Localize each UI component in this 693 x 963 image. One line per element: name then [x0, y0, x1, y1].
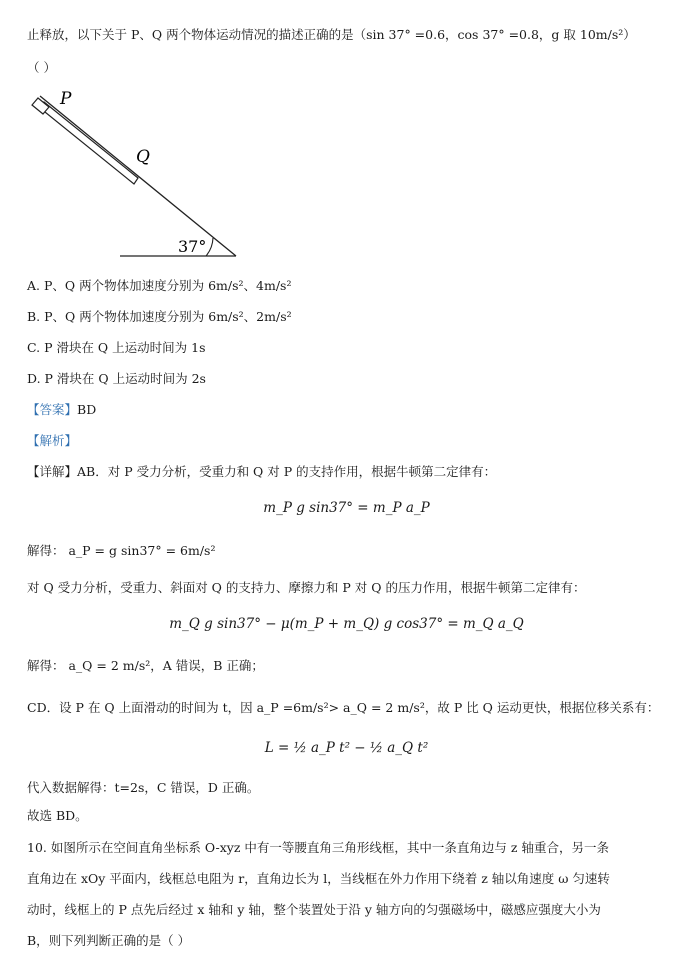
answer-value: BD: [77, 402, 97, 417]
option-c: C. P 滑块在 Q 上运动时间为 1s: [27, 340, 206, 355]
answer-tag: 【答案】: [27, 402, 78, 417]
analysis-line: [27, 433, 77, 449]
label-p: P: [60, 89, 72, 109]
conclusion-line: 故选 BD。: [27, 808, 88, 823]
answer-line: [27, 402, 96, 418]
incline-line: [40, 96, 236, 256]
q-analysis: 对 Q 受力分析，受重力、斜面对 Q 的支持力、摩擦力和 P 对 Q 的压力作用，根据牛顿第二定律有：: [27, 580, 586, 595]
equation-3: L = ½ a_P t² − ½ a_Q t²: [264, 740, 429, 756]
detail-text: AB．对 P 受力分析，受重力和 Q 对 P 的支持作用，根据牛顿第二定律有：: [77, 464, 497, 479]
option-d: D. P 滑块在 Q 上运动时间为 2s: [27, 371, 206, 386]
incline-figure: [28, 88, 258, 263]
q10-line-3: 动时，线框上的 P 点先后经过 x 轴和 y 轴，整个装置处于沿 y 轴方向的匀强磁场中，磁感应强度大小为: [27, 902, 601, 917]
q10-line-1: 10. 如图所示在空间直角坐标系 O-xyz 中有一等腰直角三角形线框，其中一条直角边与 z 轴重合，另一条: [27, 840, 609, 855]
option-a: A. P、Q 两个物体加速度分别为 6m/s²、4m/s²: [27, 278, 292, 293]
plank-q: [40, 102, 138, 184]
option-b: B. P、Q 两个物体加速度分别为 6m/s²、2m/s²: [27, 309, 292, 324]
question-paren: （ ）: [27, 60, 56, 75]
angle-arc: [206, 238, 213, 256]
substitute-line: 代入数据解得：t=2s，C 错误，D 正确。: [27, 780, 260, 795]
cd-text: CD．设 P 在 Q 上面滑动的时间为 t，因 a_P =6m/s²> a_Q = 2 m/s²，故 P 比 Q 运动更快，根据位移关系有：: [27, 700, 660, 715]
q10-line-2: 直角边在 xOy 平面内，线框总电阻为 r，直角边长为 l，当线框在外力作用下绕着 z 轴以角速度 ω 匀速转: [27, 871, 610, 886]
q10-line-4: B，则下列判断正确的是（ ）: [27, 933, 191, 948]
detail-line: [27, 464, 496, 480]
angle-label: 37°: [178, 237, 207, 256]
solve-1: 解得： a_P = g sin37° = 6m/s²: [27, 543, 216, 558]
equation-2: m_Q g sin37° − μ(m_P + m_Q) g cos37° = m_Q a_Q: [169, 616, 524, 632]
detail-tag: 【详解】: [27, 464, 78, 479]
question-intro: 止释放，以下关于 P、Q 两个物体运动情况的描述正确的是（sin 37° =0.6，cos 37° =0.8，g 取 10m/s²）: [27, 27, 636, 42]
solve-2: 解得： a_Q = 2 m/s²，A 错误，B 正确；: [27, 658, 264, 673]
label-q: Q: [136, 147, 150, 167]
analysis-tag: 【解析】: [27, 433, 78, 448]
equation-1: m_P g sin37° = m_P a_P: [263, 500, 430, 516]
